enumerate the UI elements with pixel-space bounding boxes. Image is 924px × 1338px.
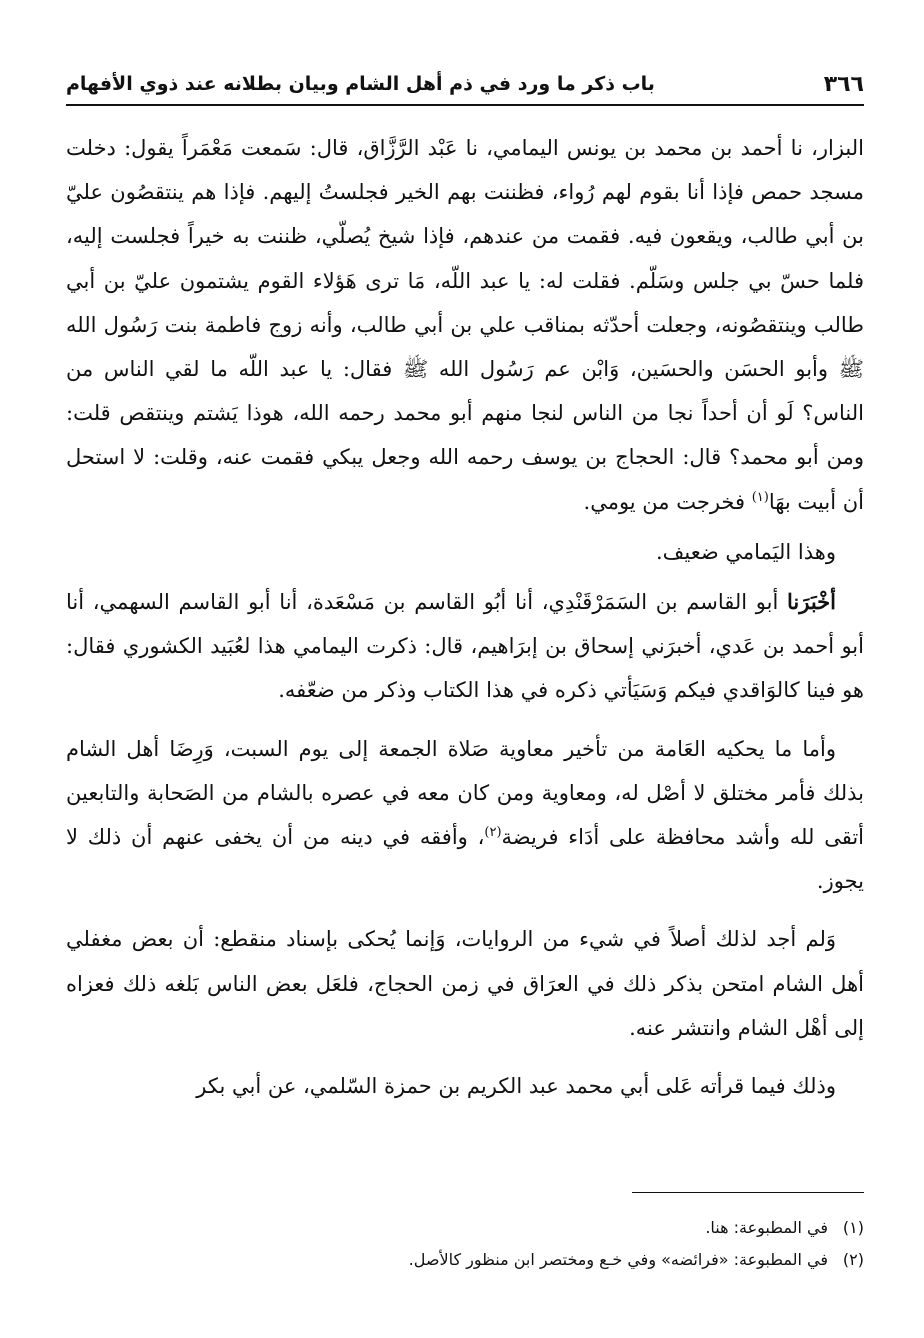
paragraph-6-text: وذلك فيما قرأته عَلى أبي محمد عبد الكريم بن حمزة السّلمي، عن أبي بكر	[196, 1074, 836, 1099]
paragraph-2-text: وهذا اليَمامي ضعيف.	[656, 539, 836, 564]
body-text	[66, 126, 864, 1108]
paragraph-5-text: وَلم أجد لذلك أصلاً في شيء من الروايات، وَإنما يُحكى بإسناد منقطع: أن بعض مغفلي أهل الشام امتحن بذكر ذلك في العرَاق في زمن الحجاج، فلعَل بعض الناس بَلغه ذلك فعزاه إلى أهْل الشام وانتشر عنه.	[66, 927, 864, 1040]
paragraph-5	[66, 917, 864, 1050]
paragraph-1-text: البزار، نا أحمد بن محمد بن يونس اليمامي، نا عَبْد الرَّزَّاق، قال: سَمعت مَعْمَراً يقول: دخلت مسجد حمص فإذا أنا بقوم لهم رُواء، فظننت بهم الخير فجلستُ إليهم. فإذا هم ينتقصُون عليّ بن أبي طالب، ويقعون فيه. فقمت من عندهم، فإذا شيخ يُصلّي، ظننت به خيراً فجلست إليه، فلما حسّ بي جلس وسَلّم. فقلت له: يا عبد اللّه، مَا ترى هَؤلاء القوم يشتمون عليّ بن أبي طالب وينتقصُونه، وجعلت أحدّثه بمناقب علي بن أبي طالب، وأنه زوج فاطمة بنت رَسُول الله ﷺ وأبو الحسَن والحسَين، وَابْن عم رَسُول الله ﷺ فقال: يا عبد اللّه ما لقي الناس من الناس؟ لَو أن أحداً نجا من الناس لنجا منهم أبو محمد رحمه الله، هوذا يَشتم وينتقص قلت: ومن أبو محمد؟ قال: الحجاج بن يوسف رحمه الله وجعل يبكي فقمت عنه، وقلت: لا استحل أن أبيت بهَا	[66, 136, 864, 514]
footnote-1	[66, 1212, 864, 1244]
page-header	[66, 64, 864, 106]
footnotes	[66, 1212, 864, 1276]
paragraph-3-text: أبو القاسم بن السَمَرْقَنْدِي، أنا أبُو القاسم بن مَسْعَدة، أنا أبو القاسم السهمي، أنا أبو أحمد بن عَدي، أخبرَني إسحاق بن إبرَاهيم، قال: ذكرت اليمامي هذا لعُبَيد الكشوري فقال: هو فينا كالوَاقدي فيكم وَسَيَأتي ذكره في هذا الكتاب وذكر من ضعّفه.	[66, 590, 864, 703]
footnote-ref-2: (٢)	[484, 825, 502, 841]
footnote-divider	[632, 1192, 864, 1193]
footnote-1-number: (١)	[842, 1218, 864, 1237]
footnote-2-number: (٢)	[842, 1250, 864, 1269]
footnote-ref-1: (١)	[751, 489, 769, 505]
paragraph-4	[66, 727, 864, 904]
paragraph-4-tail: ، وأفقه في دينه من أن يخفى عنهم أن ذلك لا يجوز.	[66, 825, 864, 894]
footnote-2-text: في المطبوعة: «فرائضه» وفي خـع ومختصر ابن منظور كالأصل.	[408, 1250, 828, 1269]
paragraph-2	[66, 530, 864, 574]
paragraph-4-text: وأما ما يحكيه العَامة من تأخير معاوية صَلاة الجمعة إلى يوم السبت، وَرِضَا أهل الشام بذلك فأمر مختلق لا أصْل له، ومعاوية ومن كان معه في عصره بالشام من الصَحابة والتابعين أتقى لله وأشد محافظة على أدَاء فريضة	[66, 736, 865, 850]
paragraph-6	[66, 1064, 864, 1108]
paragraph-3	[66, 580, 864, 713]
page-number: ٣٦٦	[823, 71, 864, 97]
footnote-1-text: في المطبوعة: هنا.	[705, 1218, 828, 1237]
paragraph-3-keyword: أخْبَرَنا	[787, 589, 836, 615]
paragraph-1	[66, 126, 864, 524]
paragraph-1-tail: فخرجت من يومي.	[583, 489, 752, 514]
running-title: باب ذكر ما ورد في ذم أهل الشام وبيان بطلانه عند ذوي الأفهام	[66, 73, 655, 95]
footnote-2	[66, 1244, 864, 1276]
